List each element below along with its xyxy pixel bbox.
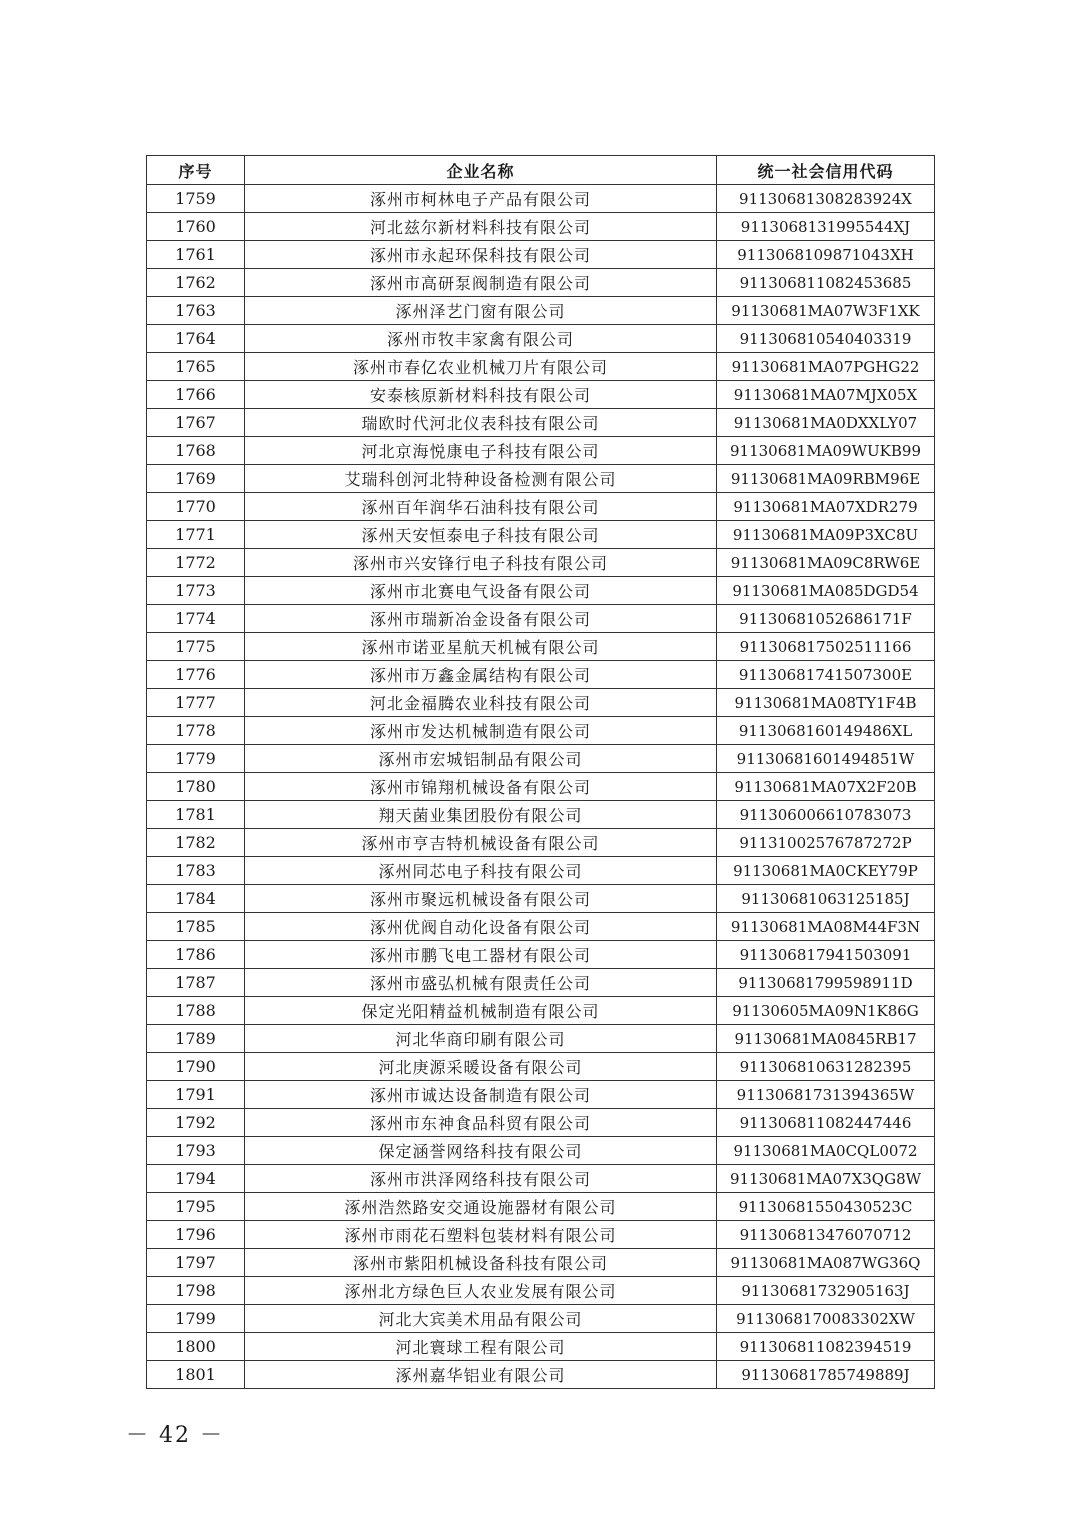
cell-serial: 1793 [147,1137,245,1165]
table-row [147,661,935,689]
cell-serial: 1770 [147,493,245,521]
cell-serial: 1797 [147,1249,245,1277]
cell-company-name: 保定光阳精益机械制造有限公司 [245,997,717,1025]
cell-serial: 1760 [147,213,245,241]
cell-credit-code: 91130681785749889J [717,1361,935,1389]
table-row [147,1081,935,1109]
header-row [147,156,935,185]
cell-credit-code: 91130681MA0DXXLY07 [717,409,935,437]
cell-serial: 1776 [147,661,245,689]
cell-company-name: 涿州市兴安锋行电子科技有限公司 [245,549,717,577]
cell-company-name: 涿州市雨花石塑料包装材料有限公司 [245,1221,717,1249]
cell-company-name: 涿州市永起环保科技有限公司 [245,241,717,269]
cell-company-name: 涿州市诚达设备制造有限公司 [245,1081,717,1109]
cell-credit-code: 91130681MA07XDR279 [717,493,935,521]
table-row [147,745,935,773]
cell-credit-code: 911306817502511166 [717,633,935,661]
cell-company-name: 涿州市宏城铝制品有限公司 [245,745,717,773]
cell-serial: 1784 [147,885,245,913]
cell-serial: 1763 [147,297,245,325]
cell-credit-code: 91130605MA09N1K86G [717,997,935,1025]
cell-serial: 1775 [147,633,245,661]
table-row [147,633,935,661]
table-row [147,577,935,605]
cell-company-name: 河北寰球工程有限公司 [245,1333,717,1361]
cell-company-name: 瑞欧时代河北仪表科技有限公司 [245,409,717,437]
cell-company-name: 涿州北方绿色巨人农业发展有限公司 [245,1277,717,1305]
cell-company-name: 涿州嘉华铝业有限公司 [245,1361,717,1389]
table-row [147,381,935,409]
cell-company-name: 涿州市诺亚星航天机械有限公司 [245,633,717,661]
cell-credit-code: 91130681799598911D [717,969,935,997]
cell-company-name: 涿州市东神食品科贸有限公司 [245,1109,717,1137]
cell-serial: 1792 [147,1109,245,1137]
cell-credit-code: 91130681MA07MJX05X [717,381,935,409]
cell-credit-code: 91130681731394365W [717,1081,935,1109]
cell-credit-code: 911306817941503091 [717,941,935,969]
table-row [147,1249,935,1277]
cell-serial: 1765 [147,353,245,381]
cell-company-name: 涿州市亨吉特机械设备有限公司 [245,829,717,857]
table-row [147,773,935,801]
cell-serial: 1787 [147,969,245,997]
cell-company-name: 涿州市牧丰家禽有限公司 [245,325,717,353]
cell-serial: 1778 [147,717,245,745]
cell-credit-code: 91130681MA07X3QG8W [717,1165,935,1193]
cell-company-name: 安泰核原新材料科技有限公司 [245,381,717,409]
cell-credit-code: 9113068170083302XW [717,1305,935,1333]
cell-company-name: 涿州市锦翔机械设备有限公司 [245,773,717,801]
cell-credit-code: 91130681MA07W3F1XK [717,297,935,325]
table-row [147,801,935,829]
cell-credit-code: 9113068109871043XH [717,241,935,269]
cell-credit-code: 91130681MA0845RB17 [717,1025,935,1053]
table-row [147,353,935,381]
cell-credit-code: 911306006610783073 [717,801,935,829]
table-row [147,1333,935,1361]
cell-credit-code: 91130681MA09RBM96E [717,465,935,493]
table-row [147,213,935,241]
table-row [147,997,935,1025]
cell-company-name: 河北兹尔新材料科技有限公司 [245,213,717,241]
cell-credit-code: 91130681MA07X2F20B [717,773,935,801]
cell-company-name: 涿州市万鑫金属结构有限公司 [245,661,717,689]
cell-company-name: 涿州浩然路安交通设施器材有限公司 [245,1193,717,1221]
cell-credit-code: 91130681052686171F [717,605,935,633]
table-row [147,325,935,353]
table-row [147,857,935,885]
table-row [147,689,935,717]
cell-serial: 1791 [147,1081,245,1109]
cell-serial: 1790 [147,1053,245,1081]
cell-company-name: 涿州市瑞新冶金设备有限公司 [245,605,717,633]
cell-serial: 1783 [147,857,245,885]
cell-company-name: 涿州市盛弘机械有限责任公司 [245,969,717,997]
cell-serial: 1798 [147,1277,245,1305]
table-row [147,437,935,465]
table-row [147,465,935,493]
table-row [147,1221,935,1249]
cell-credit-code: 91130681MA085DGD54 [717,577,935,605]
page-number: － 42 － [126,1423,224,1448]
cell-credit-code: 91130681MA07PGHG22 [717,353,935,381]
cell-serial: 1769 [147,465,245,493]
cell-credit-code: 91130681063125185J [717,885,935,913]
cell-serial: 1761 [147,241,245,269]
cell-credit-code: 91130681MA08TY1F4B [717,689,935,717]
cell-company-name: 涿州市高研泵阀制造有限公司 [245,269,717,297]
cell-company-name: 涿州优阀自动化设备有限公司 [245,913,717,941]
cell-serial: 1785 [147,913,245,941]
cell-company-name: 河北金福腾农业科技有限公司 [245,689,717,717]
cell-serial: 1771 [147,521,245,549]
cell-company-name: 河北庚源采暖设备有限公司 [245,1053,717,1081]
cell-serial: 1780 [147,773,245,801]
cell-credit-code: 91130681MA09C8RW6E [717,549,935,577]
cell-company-name: 涿州市春亿农业机械刀片有限公司 [245,353,717,381]
cell-credit-code: 91130681MA09P3XC8U [717,521,935,549]
cell-credit-code: 911306810631282395 [717,1053,935,1081]
cell-credit-code: 911306811082394519 [717,1333,935,1361]
cell-credit-code: 91130681741507300E [717,661,935,689]
table-row [147,297,935,325]
table-row [147,829,935,857]
cell-credit-code: 91130681MA08M44F3N [717,913,935,941]
cell-serial: 1801 [147,1361,245,1389]
table-row [147,409,935,437]
table-row [147,1193,935,1221]
table-row [147,1053,935,1081]
table-row [147,1137,935,1165]
cell-credit-code: 91130681MA09WUKB99 [717,437,935,465]
table-row [147,941,935,969]
table-row [147,1305,935,1333]
cell-credit-code: 91130681732905163J [717,1277,935,1305]
cell-serial: 1762 [147,269,245,297]
table-row [147,521,935,549]
cell-company-name: 涿州百年润华石油科技有限公司 [245,493,717,521]
cell-credit-code: 91130681308283924X [717,185,935,213]
cell-company-name: 涿州市紫阳机械设备科技有限公司 [245,1249,717,1277]
cell-serial: 1777 [147,689,245,717]
cell-credit-code: 91130681601494851W [717,745,935,773]
cell-company-name: 涿州市聚远机械设备有限公司 [245,885,717,913]
cell-company-name: 保定涵誉网络科技有限公司 [245,1137,717,1165]
cell-company-name: 涿州同芯电子科技有限公司 [245,857,717,885]
cell-company-name: 涿州泽艺门窗有限公司 [245,297,717,325]
cell-serial: 1794 [147,1165,245,1193]
table-row [147,1165,935,1193]
table-row [147,241,935,269]
cell-serial: 1796 [147,1221,245,1249]
cell-company-name: 涿州市发达机械制造有限公司 [245,717,717,745]
table-header [147,156,935,185]
table-row [147,185,935,213]
cell-serial: 1795 [147,1193,245,1221]
header-company-name: 企业名称 [245,156,717,185]
cell-serial: 1779 [147,745,245,773]
cell-serial: 1774 [147,605,245,633]
cell-serial: 1772 [147,549,245,577]
cell-credit-code: 911306811082447446 [717,1109,935,1137]
table-row [147,269,935,297]
cell-serial: 1767 [147,409,245,437]
table-row [147,549,935,577]
cell-serial: 1799 [147,1305,245,1333]
cell-serial: 1768 [147,437,245,465]
table-row [147,493,935,521]
cell-credit-code: 91130681MA0CQL0072 [717,1137,935,1165]
cell-credit-code: 9113068131995544XJ [717,213,935,241]
cell-serial: 1781 [147,801,245,829]
table-row [147,1025,935,1053]
table-row [147,1361,935,1389]
cell-company-name: 涿州市北赛电气设备有限公司 [245,577,717,605]
cell-credit-code: 91130681550430523C [717,1193,935,1221]
cell-company-name: 艾瑞科创河北特种设备检测有限公司 [245,465,717,493]
cell-serial: 1786 [147,941,245,969]
cell-company-name: 河北京海悦康电子科技有限公司 [245,437,717,465]
table-row [147,717,935,745]
cell-company-name: 河北大宾美术用品有限公司 [245,1305,717,1333]
cell-company-name: 涿州天安恒泰电子科技有限公司 [245,521,717,549]
header-serial: 序号 [147,156,245,185]
cell-serial: 1759 [147,185,245,213]
cell-company-name: 涿州市洪泽网络科技有限公司 [245,1165,717,1193]
enterprise-table [146,155,935,1389]
cell-credit-code: 91130681MA087WG36Q [717,1249,935,1277]
cell-credit-code: 911306811082453685 [717,269,935,297]
cell-company-name: 河北华商印刷有限公司 [245,1025,717,1053]
cell-serial: 1800 [147,1333,245,1361]
cell-credit-code: 91130681MA0CKEY79P [717,857,935,885]
cell-serial: 1788 [147,997,245,1025]
cell-serial: 1766 [147,381,245,409]
cell-company-name: 翔天菌业集团股份有限公司 [245,801,717,829]
table-body [147,185,935,1389]
table-row [147,885,935,913]
cell-credit-code: 911306810540403319 [717,325,935,353]
cell-serial: 1789 [147,1025,245,1053]
table-row [147,605,935,633]
table-row [147,913,935,941]
cell-serial: 1773 [147,577,245,605]
cell-credit-code: 9113100257678727​2P [717,829,935,857]
cell-company-name: 涿州市鹏飞电工器材有限公司 [245,941,717,969]
cell-serial: 1782 [147,829,245,857]
header-credit-code: 统一社会信用代码 [717,156,935,185]
cell-serial: 1764 [147,325,245,353]
cell-company-name: 涿州市柯林电子产品有限公司 [245,185,717,213]
table-row [147,969,935,997]
cell-credit-code: 911306813476070712 [717,1221,935,1249]
cell-credit-code: 9113068160149486XL [717,717,935,745]
table-row [147,1277,935,1305]
table-row [147,1109,935,1137]
